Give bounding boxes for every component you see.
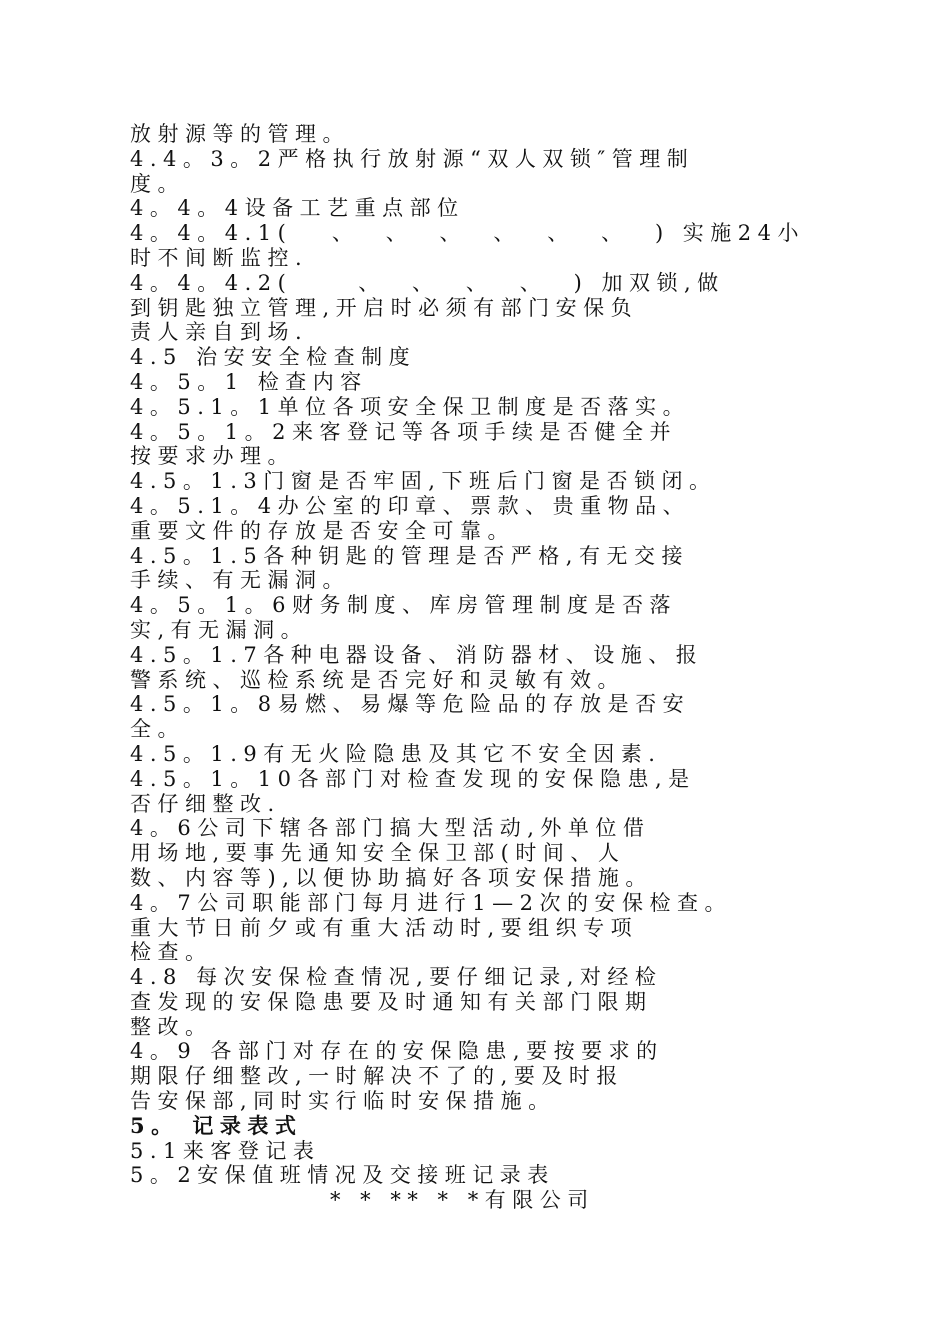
text-line: 5。2安保值班情况及交接班记录表 — [130, 1163, 555, 1188]
text-line: 4。5.1。1单位各项安全保卫制度是否落实。 — [130, 394, 691, 419]
text-line: 实,有无漏洞。 — [130, 617, 309, 642]
text-line: 4.5。1.3门窗是否牢固,下班后门窗是否锁闭。 — [130, 469, 717, 494]
text-line: 数、内容等),以便协助搞好各项安保措施。 — [130, 865, 653, 890]
text-line: 责人亲自到场. — [130, 320, 309, 345]
text-line: 4。5.1。4办公室的印章、票款、贵重物品、 — [130, 493, 691, 518]
text-line: 4。5。1。2来客登记等各项手续是否健全并 — [130, 419, 677, 444]
section-heading: 4.5 治安安全检查制度 — [130, 345, 417, 370]
text-line: 全。 — [130, 717, 185, 742]
text-line: 重大节日前夕或有重大活动时,要组织专项 — [130, 915, 639, 940]
text-line: 4。5。1。6财务制度、库房管理制度是否落 — [130, 593, 677, 618]
text-line: 否仔细整改. — [130, 791, 281, 816]
text-line: 4.5。1。8易燃、易爆等危险品的存放是否安 — [130, 692, 691, 717]
text-line: 4。9 各部门对存在的安保隐患,要按要求的 — [130, 1039, 664, 1064]
subsection-heading: 4。5。1 检查内容 — [130, 369, 368, 394]
text-line: 4。4。4设备工艺重点部位 — [130, 196, 465, 221]
text-line: 5.1来客登记表 — [130, 1138, 321, 1163]
text-line: 4.8 每次安保检查情况,要仔细记录,对经检 — [130, 965, 663, 990]
text-line: 4。6公司下辖各部门搞大型活动,外单位借 — [130, 816, 651, 841]
text-line: 重要文件的存放是否安全可靠。 — [130, 518, 515, 543]
text-line: 4.5。1。10各部门对检查发现的安保隐患,是 — [130, 766, 696, 791]
text-line: 按要求办理。 — [130, 444, 295, 469]
text-line: 4.5。1.5各种钥匙的管理是否严格,有无交接 — [130, 543, 689, 568]
document-body — [130, 122, 830, 1213]
text-line: 到钥匙独立管理,开启时必须有部门安保负 — [130, 295, 639, 320]
text-line: 4。7公司职能部门每月进行1—2次的安保检查。 — [130, 890, 732, 915]
text-line: 检查。 — [130, 940, 213, 965]
text-line: 告安保部,同时实行临时安保措施。 — [130, 1089, 556, 1114]
text-line: 4.4。3。2严格执行放射源“双人双锁″管理制 — [130, 146, 695, 171]
text-line: 4.5。1.7各种电器设备、消防器材、设施、报 — [130, 642, 704, 667]
text-line: 时不间断监控. — [130, 245, 309, 270]
text-line: 查发现的安保隐患要及时通知有关部门限期 — [130, 989, 653, 1014]
text-line: 手续、有无漏洞。 — [130, 568, 350, 593]
text-line: 整改。 — [130, 1014, 213, 1039]
text-line: 放射源等的管理。 — [130, 122, 350, 146]
text-line: 度。 — [130, 171, 185, 196]
text-line: 4。4。4.1( 、 、 、 、 、 、 ) 实施24小 — [130, 221, 806, 246]
section-heading: 5。 记录表式 — [130, 1112, 303, 1138]
text-line: 4。4。4.2( 、 、 、 、 ) 加双锁,做 — [130, 270, 725, 295]
text-line: 用场地,要事先通知安全保卫部(时间、人 — [130, 841, 626, 866]
text-line: 警系统、巡检系统是否完好和灵敏有效。 — [130, 667, 625, 692]
text-line: 期限仔细整改,一时解决不了的,要及时报 — [130, 1064, 624, 1089]
company-name: * * ** * *有限公司 — [330, 1188, 595, 1213]
text-line: 4.5。1.9有无火险隐患及其它不安全因素. — [130, 741, 662, 766]
